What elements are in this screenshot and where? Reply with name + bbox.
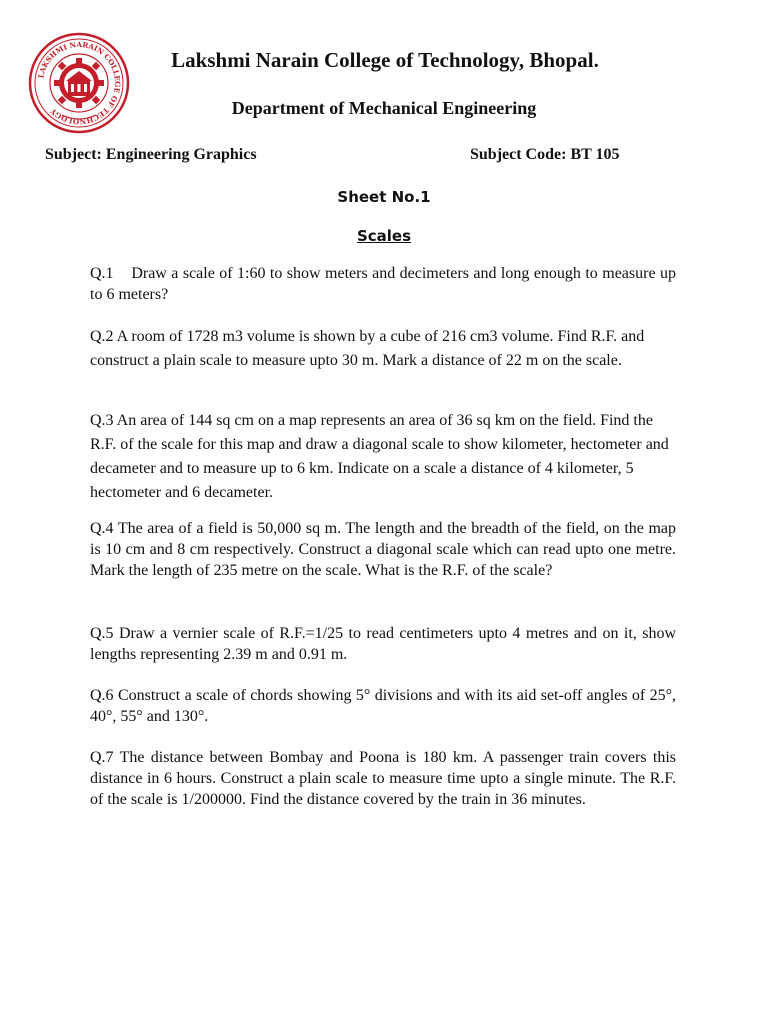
question-5: Q.5 Draw a vernier scale of R.F.=1/25 to read centimeters upto 4 metres and on it, show lengths representing 2.39 m and 0.91 m. [90,625,676,663]
subject-code: Subject Code: BT 105 [470,146,620,163]
question-3: Q.3 An area of 144 sq cm on a map represents an area of 36 sq km on the field. Find the R.F. of the scale for this map and draw a diagonal scale to show kilometer, hectometer and decameter and to measure up to 6 km. Indicate on a scale a distance of 4 kilometer, 5 hectometer and 6 decameter. [90,412,669,501]
question-1: Q.1 Draw a scale of 1:60 to show meters and decimeters and long enough to measure up to 6 meters? [90,265,680,303]
department-name: Department of Mechanical Engineering [231,98,537,118]
question-6: Q.6 Construct a scale of chords showing 5° divisions and with its aid set-off angles of 25°, 40°, 55° and 130°. [90,687,676,725]
question-2: Q.2 A room of 1728 m3 volume is shown by a cube of 216 cm3 volume. Find R.F. and construct a plain scale to measure upto 30 m. Mark a distance of 22 m on the scale. [90,328,645,369]
college-name: Lakshmi Narain College of Technology, Bhopal. [171,48,599,72]
sheet-number: Sheet No.1 [337,188,431,206]
logo-ring-text: LAKSHMI NARAIN COLLEGE OF TECHNOLOGY [36,39,123,127]
question-4: Q.4 The area of a field is 50,000 sq m. The length and the breadth of the field, on the map is 10 cm and 8 cm respectively. Construct a diagonal scale which can read upto one metre. Mark the length of 235 metre on the scale. What is the R.F. of the scale? [90,520,676,579]
subject-label: Subject: Engineering Graphics [45,146,257,163]
college-logo [28,31,130,135]
question-7: Q.7 The distance between Bombay and Poona is 180 km. A passenger train covers this distance in 6 hours. Construct a plain scale to measure time upto a single minute. The R.F. of the scale is 1/200000. Find the distance covered by the train in 36 minutes. [90,749,676,808]
sheet-topic: Scales [356,227,412,245]
